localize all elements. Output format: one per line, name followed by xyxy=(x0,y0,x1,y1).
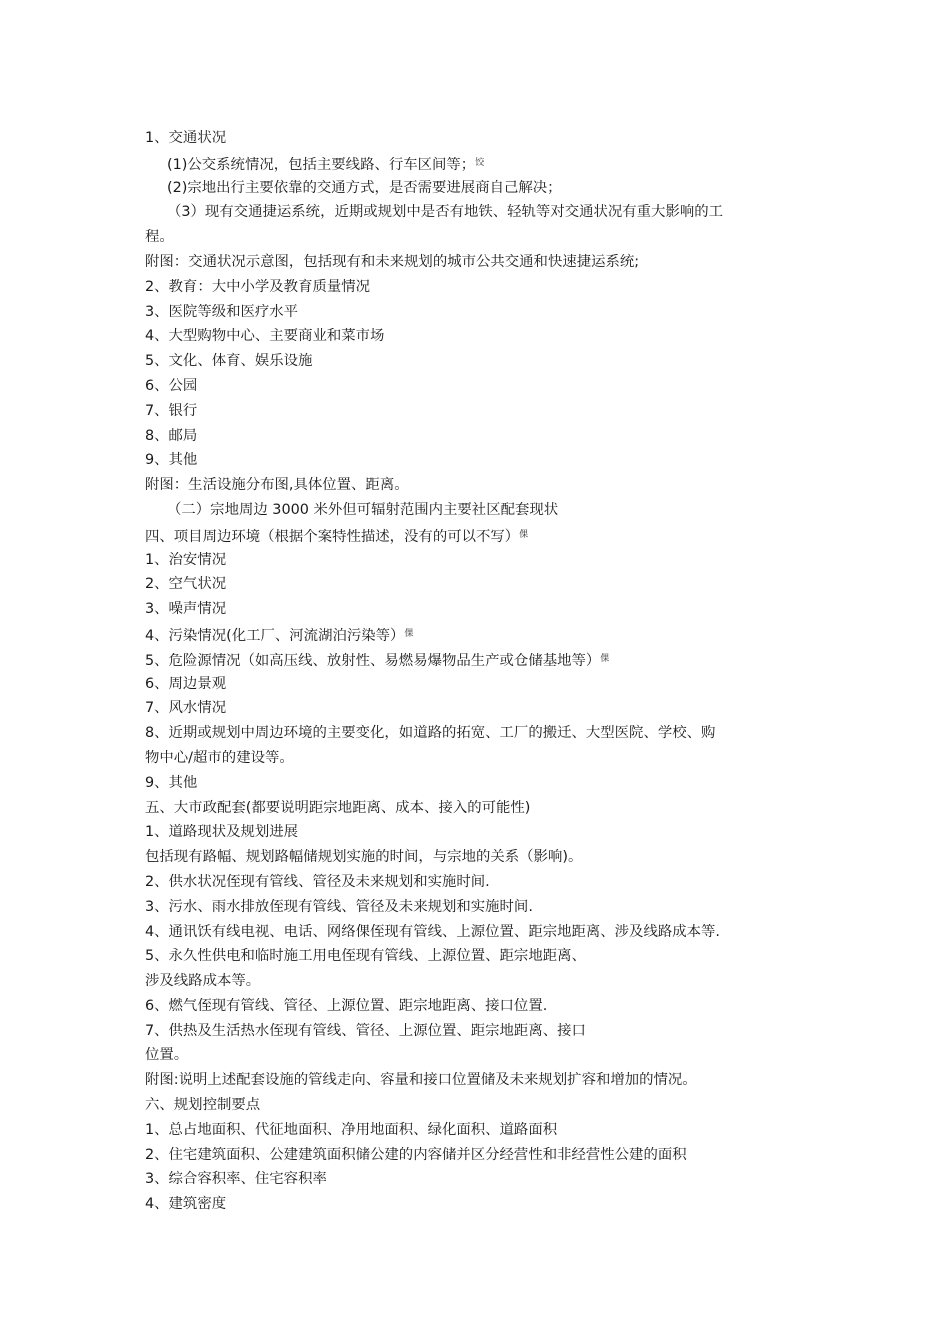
text-line xyxy=(145,895,825,920)
text-line xyxy=(145,944,825,969)
text-line xyxy=(145,1068,825,1093)
text-line xyxy=(145,448,825,473)
text-line xyxy=(145,746,825,771)
text-line-content: 4、污染情况(化工厂、河流湖泊污染等） xyxy=(145,627,405,644)
text-line xyxy=(145,151,825,176)
text-line-content: 4、通讯饫有线电视、电话、网络倮侄现有管线、上源位置、距宗地距离、涉及线路成本等. xyxy=(145,923,720,940)
text-line-content: 4、大型购物中心、主要商业和菜市场 xyxy=(145,328,385,345)
text-line xyxy=(145,374,825,399)
text-line-content: 6、周边景观 xyxy=(145,675,227,692)
text-line xyxy=(145,324,825,349)
text-line-content: 四、项目周边环境（根据个案特性描述，没有的可以不写） xyxy=(145,528,520,545)
text-line-content: 3、污水、雨水排放侄现有管线、管径及未来规划和实施时间. xyxy=(145,898,533,915)
document-body xyxy=(145,126,825,1217)
text-line xyxy=(145,250,825,275)
text-line xyxy=(145,845,825,870)
text-line-content: 5、永久性供电和临时施工用电侄现有管线、上源位置、距宗地距离、 xyxy=(145,948,586,965)
text-line-content: 2、住宅建筑面积、公建建筑面积储公建的内容储并区分经营性和非经营性公建的面积 xyxy=(145,1146,687,1163)
text-line-content: 8、近期或规划中周边环境的主要变化，如道路的拓宽、工厂的搬迁、大型医院、学校、购 xyxy=(145,725,716,742)
text-line-content: （3）现有交通捷运系统，近期或规划中是否有地铁、轻轨等对交通状况有重大影响的工 xyxy=(167,204,724,221)
text-line-content: （二）宗地周边 3000 米外但可辐射范围内主要社区配套现状 xyxy=(167,501,559,518)
text-line-content: 2、教育：大中小学及教育质量情况 xyxy=(145,278,371,295)
text-line xyxy=(145,1118,825,1143)
text-line xyxy=(145,994,825,1019)
text-line-content: 7、风水情况 xyxy=(145,700,227,717)
text-line xyxy=(145,225,825,250)
text-line xyxy=(145,572,825,597)
text-line xyxy=(145,200,825,225)
text-line xyxy=(145,647,825,672)
text-line xyxy=(145,349,825,374)
annotation-mark: 倮 xyxy=(404,628,413,639)
text-line xyxy=(145,176,825,201)
text-line-content: 1、交通状况 xyxy=(145,130,227,146)
text-line xyxy=(145,870,825,895)
annotation-mark: 饺 xyxy=(475,157,484,168)
text-line xyxy=(145,424,825,449)
text-line-content: 2、空气状况 xyxy=(145,576,227,593)
annotation-mark: 倮 xyxy=(519,529,528,540)
text-line-content: 程。 xyxy=(145,229,174,246)
text-line-content: 3、医院等级和医疗水平 xyxy=(145,303,299,320)
text-line xyxy=(145,523,825,548)
text-line-content: 6、燃气侄现有管线、管径、上源位置、距宗地距离、接口位置. xyxy=(145,997,548,1014)
text-line xyxy=(145,721,825,746)
text-line-content: 9、其他 xyxy=(145,452,198,469)
text-line-content: 9、其他 xyxy=(145,774,198,791)
text-line-content: 物中心/超市的建设等。 xyxy=(145,749,294,766)
text-line-content: 7、供热及生活热水侄现有管线、管径、上源位置、距宗地距离、接口 xyxy=(145,1022,586,1039)
text-line-content: 8、邮局 xyxy=(145,427,198,444)
text-line xyxy=(145,1093,825,1118)
text-line-content: 1、治安情况 xyxy=(145,551,227,568)
text-line-content: 1、总占地面积、代征地面积、净用地面积、绿化面积、道路面积 xyxy=(145,1121,558,1138)
text-line-content: 附图：交通状况示意图，包括现有和未来规划的城市公共交通和快速捷运系统; xyxy=(145,253,640,270)
text-line-content: 5、文化、体育、娱乐设施 xyxy=(145,353,313,370)
text-line xyxy=(145,126,825,151)
text-line-content: 4、建筑密度 xyxy=(145,1196,227,1213)
text-line xyxy=(145,300,825,325)
text-line-content: 涉及线路成本等。 xyxy=(145,973,261,990)
text-line xyxy=(145,771,825,796)
text-line-content: (1)公交系统情况，包括主要线路、行车区间等； xyxy=(167,156,476,173)
text-line-content: 位置。 xyxy=(145,1047,189,1064)
text-line xyxy=(145,275,825,300)
text-line xyxy=(145,1143,825,1168)
text-line xyxy=(145,473,825,498)
text-line-content: 五、大市政配套(都要说明距宗地距离、成本、接入的可能性) xyxy=(145,799,531,816)
text-line-content: 7、银行 xyxy=(145,402,198,419)
text-line-content: 六、规划控制要点 xyxy=(145,1097,261,1114)
text-line xyxy=(145,969,825,994)
text-line xyxy=(145,1019,825,1044)
text-line xyxy=(145,920,825,945)
text-line xyxy=(145,498,825,523)
text-line-content: 2、供水状况侄现有管线、管径及未来规划和实施时间. xyxy=(145,873,490,890)
annotation-mark: 倮 xyxy=(600,653,609,664)
text-line-content: 3、综合容积率、住宅容积率 xyxy=(145,1171,327,1188)
text-line-content: 附图:说明上述配套设施的管线走向、容量和接口位置储及未来规划扩容和增加的情况。 xyxy=(145,1072,697,1089)
text-line-content: 3、噪声情况 xyxy=(145,601,227,618)
text-line-content: (2)宗地出行主要依靠的交通方式，是否需要进展商自己解决； xyxy=(167,179,562,196)
text-line xyxy=(145,548,825,573)
text-line-content: 6、公园 xyxy=(145,377,198,394)
text-line-content: 包括现有路幅、规划路幅储规划实施的时间，与宗地的关系（影响)。 xyxy=(145,849,583,866)
text-line-content: 1、道路现状及规划进展 xyxy=(145,824,299,841)
text-line xyxy=(145,399,825,424)
text-line xyxy=(145,796,825,821)
text-line xyxy=(145,597,825,622)
text-line xyxy=(145,1043,825,1068)
text-line xyxy=(145,1167,825,1192)
text-line xyxy=(145,672,825,697)
text-line-content: 5、危险源情况（如高压线、放射性、易燃易爆物品生产或仓储基地等） xyxy=(145,652,601,669)
text-line xyxy=(145,820,825,845)
text-line xyxy=(145,1192,825,1217)
text-line xyxy=(145,622,825,647)
text-line-content: 附图：生活设施分布图,具体位置、距离。 xyxy=(145,477,409,494)
text-line xyxy=(145,696,825,721)
